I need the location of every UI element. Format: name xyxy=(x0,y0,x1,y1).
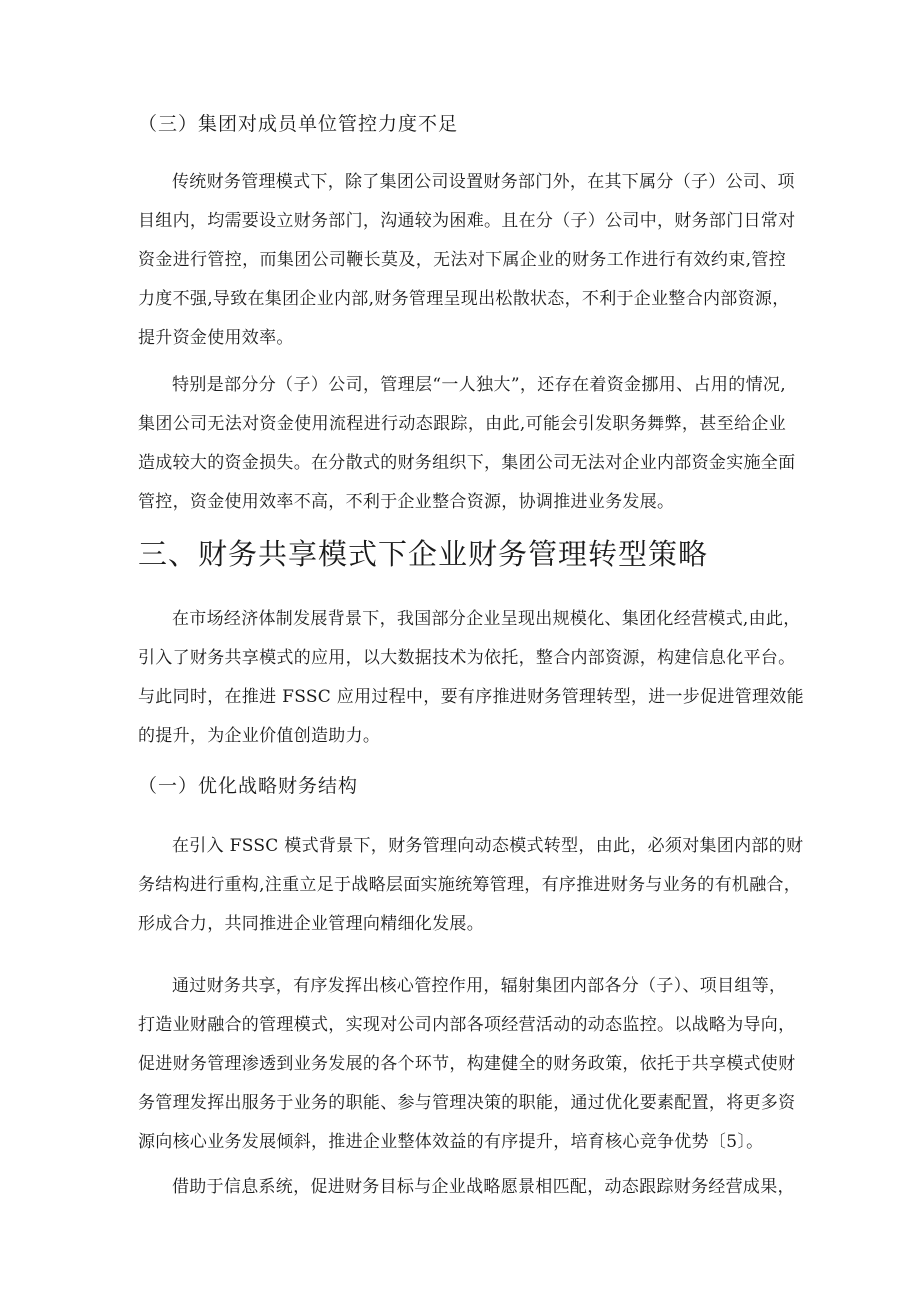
paragraph-line: 集团公司无法对资金使用流程进行动态跟踪，由此,可能会引发职务舞弊，甚至给企业 xyxy=(138,414,786,434)
paragraph-3 xyxy=(138,600,804,756)
paragraph-line: 在引入 FSSC 模式背景下，财务管理向动态模式转型，由此，必须对集团内部的财 xyxy=(172,836,804,856)
paragraph-6 xyxy=(138,1168,795,1207)
paragraph-line: 力度不强,导致在集团企业内部,财务管理呈现出松散状态，不利于企业整合内部资源， xyxy=(138,289,790,309)
paragraph-line: 特别是部分分（子）公司，管理层“一人独大”，还存在着资金挪用、占用的情况, xyxy=(172,375,786,395)
subheading-1: （一）优化战略财务结构 xyxy=(138,775,359,797)
paragraph-line: 提升资金使用效率。 xyxy=(138,328,294,348)
paragraph-line: 在市场经济体制发展背景下，我国部分企业呈现出规模化、集团化经营模式,由此， xyxy=(172,609,801,629)
paragraph-line: 目组内，均需要设立财务部门，沟通较为困难。且在分（子）公司中，财务部门日常对 xyxy=(138,211,796,231)
paragraph-line: 资金进行管控，而集团公司鞭长莫及，无法对下属企业的财务工作进行有效约束,管控 xyxy=(138,250,786,270)
subheading-3: （三）集团对成员单位管控力度不足 xyxy=(138,113,459,135)
paragraph-line: 借助于信息系统，促进财务目标与企业战略愿景相匹配，动态跟踪财务经营成果， xyxy=(172,1177,795,1197)
paragraph-line: 传统财务管理模式下，除了集团公司设置财务部门外，在其下属分（子）公司、项 xyxy=(172,172,795,192)
paragraph-line: 源向核心业务发展倾斜，推进企业整体效益的有序提升，培育核心竞争优势〔5〕。 xyxy=(138,1132,764,1152)
paragraph-line: 的提升，为企业价值创造助力。 xyxy=(138,726,381,746)
paragraph-line: 通过财务共享，有序发挥出核心管控作用，辐射集团内部各分（子）、项目组等， xyxy=(172,976,787,996)
paragraph-2 xyxy=(138,366,796,522)
paragraph-4 xyxy=(138,827,804,944)
paragraph-line: 管控，资金使用效率不高，不利于企业整合资源，协调推进业务发展。 xyxy=(138,492,675,512)
paragraph-line: 造成较大的资金损失。在分散式的财务组织下，集团公司无法对企业内部资金实施全面 xyxy=(138,453,796,473)
paragraph-line: 形成合力，共同推进企业管理向精细化发展。 xyxy=(138,914,484,934)
paragraph-5 xyxy=(138,967,796,1162)
paragraph-line: 与此同时，在推进 FSSC 应用过程中，要有序推进财务管理转型，进一步促进管理效能 xyxy=(138,687,804,707)
paragraph-line: 打造业财融合的管理模式，实现对公司内部各项经营活动的动态监控。以战略为导向， xyxy=(138,1015,796,1035)
paragraph-1 xyxy=(138,163,796,358)
paragraph-line: 促进财务管理渗透到业务发展的各个环节，构建健全的财务政策，依托于共享模式使财 xyxy=(138,1054,796,1074)
paragraph-line: 引入了财务共享模式的应用，以大数据技术为依托，整合内部资源，构建信息化平台。 xyxy=(138,648,796,668)
section-title: 三、财务共享模式下企业财务管理转型策略 xyxy=(138,537,709,571)
paragraph-line: 务管理发挥出服务于业务的职能、参与管理决策的职能，通过优化要素配置，将更多资 xyxy=(138,1093,796,1113)
paragraph-line: 务结构进行重构,注重立足于战略层面实施统筹管理，有序推进财务与业务的有机融合， xyxy=(138,875,802,895)
